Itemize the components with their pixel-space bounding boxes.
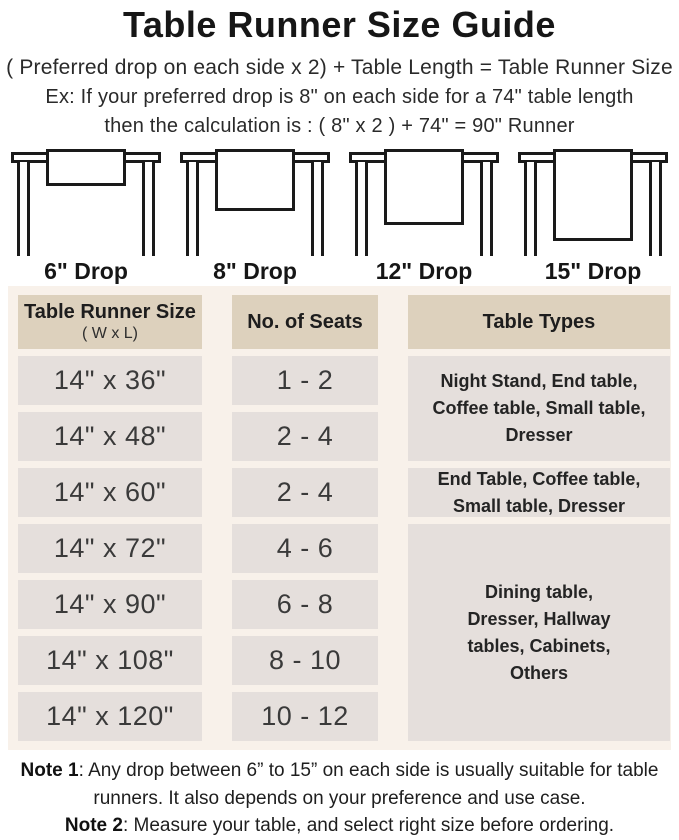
- table-types-cell-small: Night Stand, End table, Coffee table, Small table, Dresser: [408, 356, 670, 461]
- seats-cell: 2 - 4: [232, 468, 378, 517]
- drop-label-15: 15" Drop: [544, 257, 642, 284]
- note-1: [0, 757, 679, 812]
- seats-cell: 8 - 10: [232, 636, 378, 685]
- table-leg-graphic: [17, 162, 30, 256]
- note-1-text: : Any drop between 6” to 15” on each side is usually suitable for table runners. It also depends on your preference and use case.: [78, 760, 659, 809]
- notes-section: [0, 757, 679, 840]
- runner-size-cell: 14" x 108": [18, 636, 202, 685]
- table-types-cell-medium: End Table, Coffee table, Small table, Dresser: [408, 468, 670, 517]
- column-header-seats: No. of Seats: [232, 295, 378, 349]
- runner-graphic: [384, 149, 464, 225]
- table-leg-graphic: [355, 162, 368, 256]
- table-types-cell-large: Dining table, Dresser, Hallway tables, Cabinets, Others: [408, 524, 670, 741]
- drop-illustrations: [0, 144, 679, 256]
- runner-graphic: [553, 149, 633, 241]
- drop-labels-row: [0, 258, 679, 285]
- runner-size-cell: 14" x 60": [18, 468, 202, 517]
- runner-size-cell: 14" x 36": [18, 356, 202, 405]
- table-illustration-8-drop: [171, 144, 339, 256]
- formula-text: ( Preferred drop on each side x 2) + Table Length = Table Runner Size: [6, 55, 673, 79]
- column-header-table-types: Table Types: [408, 295, 670, 349]
- runner-size-cell: 14" x 120": [18, 692, 202, 741]
- drop-label-6: 6" Drop: [44, 257, 128, 284]
- note-2-text: : Measure your table, and select right size before ordering.: [122, 815, 615, 837]
- seats-cell: 1 - 2: [232, 356, 378, 405]
- table-illustration-15-drop: [509, 144, 677, 256]
- table-leg-graphic: [524, 162, 537, 256]
- seats-cell: 10 - 12: [232, 692, 378, 741]
- drop-label-12: 12" Drop: [375, 257, 473, 284]
- runner-graphic: [215, 149, 295, 211]
- table-leg-graphic: [142, 162, 155, 256]
- runner-size-cell: 14" x 72": [18, 524, 202, 573]
- column-header-runner-size-sub: ( W x L): [82, 324, 138, 342]
- note-2-label: Note 2: [64, 815, 123, 837]
- runner-size-cell: 14" x 48": [18, 412, 202, 461]
- table-leg-graphic: [311, 162, 324, 256]
- size-guide-table: [8, 286, 671, 750]
- size-guide-panel: [8, 286, 671, 750]
- table-illustration-6-drop: [2, 144, 170, 256]
- runner-graphic: [46, 149, 126, 186]
- note-1-label: Note 1: [20, 760, 79, 781]
- page-title: Table Runner Size Guide: [123, 4, 556, 45]
- table-illustration-12-drop: [340, 144, 508, 256]
- table-leg-graphic: [480, 162, 493, 256]
- column-header-runner-size-title: Table Runner Size: [24, 300, 196, 323]
- example-line-2: then the calculation is : ( 8" x 2 ) + 74" = 90" Runner: [104, 114, 575, 137]
- table-leg-graphic: [649, 162, 662, 256]
- example-line-1: Ex: If your preferred drop is 8" on each side for a 74" table length: [45, 85, 634, 108]
- column-header-runner-size: [18, 295, 202, 349]
- drop-label-8: 8" Drop: [213, 257, 297, 284]
- seats-cell: 2 - 4: [232, 412, 378, 461]
- header-section: [0, 0, 679, 138]
- seats-cell: 4 - 6: [232, 524, 378, 573]
- table-leg-graphic: [186, 162, 199, 256]
- runner-size-cell: 14" x 90": [18, 580, 202, 629]
- seats-cell: 6 - 8: [232, 580, 378, 629]
